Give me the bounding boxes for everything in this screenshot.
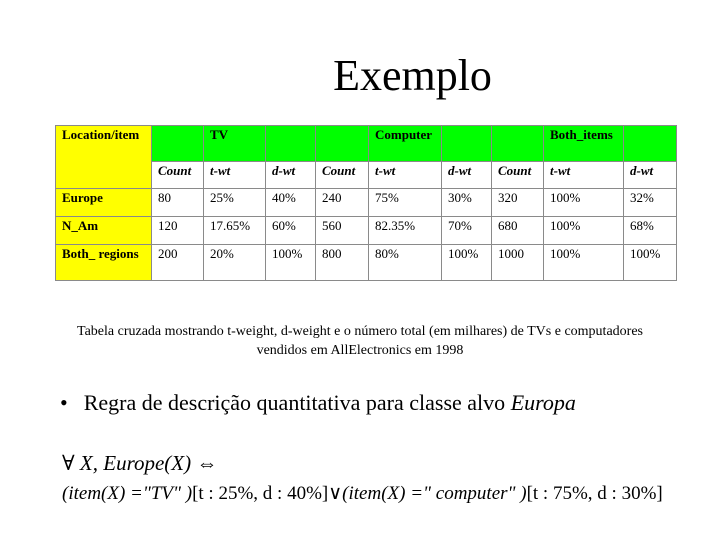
- table-cell: 120: [152, 217, 204, 245]
- subheader-cell: t-wt: [369, 162, 442, 189]
- table-cell: 17.65%: [204, 217, 266, 245]
- table-cell: 80: [152, 189, 204, 217]
- subheader-cell: Count: [316, 162, 369, 189]
- formula-tv-weights: [t : 25%, d : 40%]: [192, 483, 329, 504]
- formula-computer-condition: (item(X) =" computer" ): [342, 483, 527, 504]
- table-cell: 100%: [266, 245, 316, 281]
- table-row: [56, 217, 677, 245]
- table-cell: 100%: [544, 245, 624, 281]
- table-cell: 32%: [624, 189, 677, 217]
- subheader-cell: d-wt: [266, 162, 316, 189]
- table-cell: 100%: [544, 217, 624, 245]
- group-header-empty: [492, 126, 544, 162]
- group-header-empty: [624, 126, 677, 162]
- formula-tv-condition: (item(X) ="TV" ): [62, 483, 193, 504]
- table-cell: 100%: [442, 245, 492, 281]
- table-cell: 60%: [266, 217, 316, 245]
- table-row: [56, 245, 677, 281]
- bullet-target-class: Europa: [510, 390, 576, 415]
- table-cell: 100%: [544, 189, 624, 217]
- table-cell: 20%: [204, 245, 266, 281]
- row-label-n-am: N_Am: [56, 217, 152, 245]
- table-cell: 240: [316, 189, 369, 217]
- group-header-computer: Computer: [369, 126, 442, 162]
- formula-line-1: ∀ X, Europe(X) ⇔: [62, 451, 218, 475]
- subheader-cell: Count: [492, 162, 544, 189]
- subheader-cell: d-wt: [442, 162, 492, 189]
- table-cell: 1000: [492, 245, 544, 281]
- group-header-empty: [152, 126, 204, 162]
- bullet-text: Regra de descrição quantitativa para classe alvo: [83, 390, 511, 415]
- subheader-cell: d-wt: [624, 162, 677, 189]
- subheader-cell: t-wt: [204, 162, 266, 189]
- table-cell: 200: [152, 245, 204, 281]
- crosstab-table: [55, 125, 677, 281]
- table-row: [56, 189, 677, 217]
- table-header-row: [56, 126, 677, 162]
- bullet-item: [60, 390, 576, 416]
- group-header-empty: [316, 126, 369, 162]
- group-header-empty: [442, 126, 492, 162]
- table-cell: 68%: [624, 217, 677, 245]
- group-header-both-items: Both_items: [544, 126, 624, 162]
- formula-line-2: [62, 482, 663, 505]
- group-header-empty: [266, 126, 316, 162]
- table-cell: 75%: [369, 189, 442, 217]
- table-cell: 100%: [624, 245, 677, 281]
- table-cell: 25%: [204, 189, 266, 217]
- table-cell: 40%: [266, 189, 316, 217]
- table-caption: Tabela cruzada mostrando t-weight, d-weight e o número total (em milhares) de TVs e computadores vendidos em AllElectronics em 1998: [77, 324, 643, 358]
- row-label-both-regions: Both_ regions: [56, 245, 152, 281]
- bullet-symbol: •: [60, 390, 68, 415]
- group-header-tv: TV: [204, 126, 266, 162]
- table-cell: 800: [316, 245, 369, 281]
- subheader-cell: Count: [152, 162, 204, 189]
- location-item-header: Location/item: [56, 126, 152, 189]
- table-cell: 80%: [369, 245, 442, 281]
- table-cell: 560: [316, 217, 369, 245]
- formula-computer-weights: [t : 75%, d : 30%]: [526, 483, 663, 504]
- row-label-europe: Europe: [56, 189, 152, 217]
- subheader-cell: t-wt: [544, 162, 624, 189]
- slide-title: Exemplo: [333, 51, 492, 100]
- formula-or-symbol: ∨: [328, 483, 343, 504]
- table-cell: 30%: [442, 189, 492, 217]
- table-cell: 82.35%: [369, 217, 442, 245]
- table-cell: 320: [492, 189, 544, 217]
- table-cell: 680: [492, 217, 544, 245]
- table-cell: 70%: [442, 217, 492, 245]
